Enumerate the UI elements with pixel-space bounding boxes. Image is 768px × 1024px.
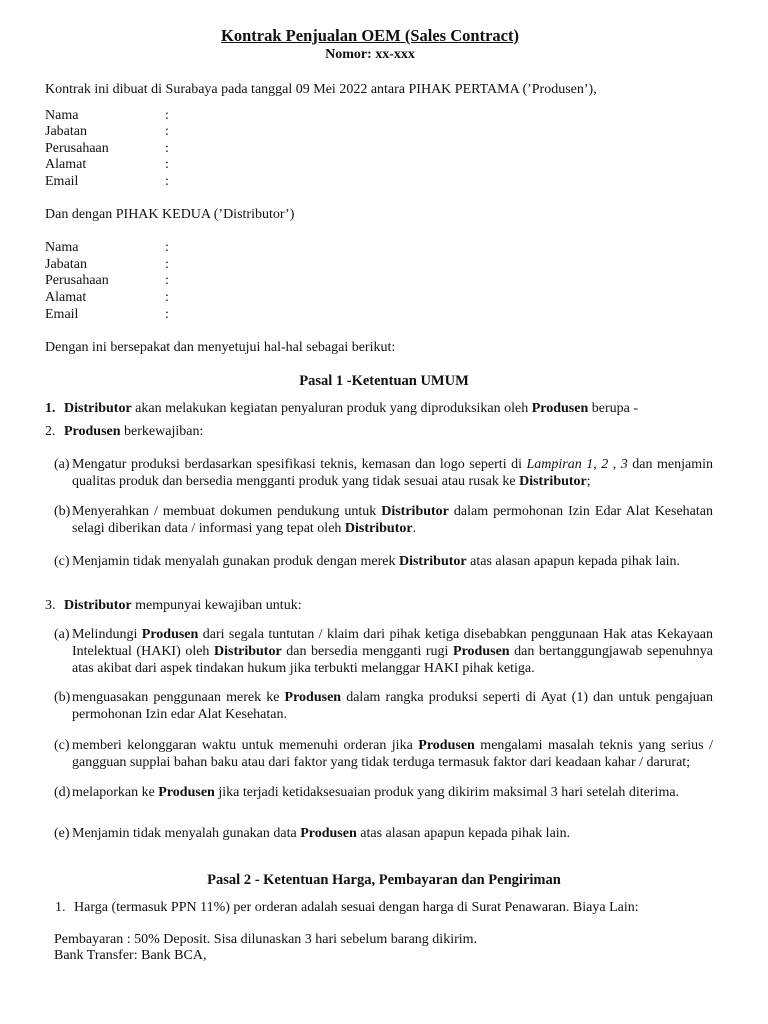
term-produsen: Produsen (418, 738, 475, 753)
pasal1-item-3 (64, 597, 302, 614)
pasal1-item-number: 1. (45, 401, 56, 416)
item-text: atas alasan apapun kepada pihak lain. (466, 554, 681, 569)
field-label-jabatan: Jabatan (45, 257, 87, 272)
pasal1-3c (72, 737, 713, 771)
field-label-alamat: Alamat (45, 290, 87, 305)
item-text: melaporkan ke (72, 785, 159, 800)
item-text: berupa - (588, 401, 639, 416)
item-text: dalam rangka produksi seperti di Ayat (1) dan untuk pengajuan permohonan Izin edar Alat Kesehatan. (72, 690, 713, 722)
term-distributor: Distributor (398, 554, 467, 569)
field-colon: : (165, 108, 169, 123)
item-text: Mengatur produksi berdasarkan spesifikasi teknis, kemasan dan logo seperti di (72, 457, 527, 472)
item-text: dan bertanggungjawab sepenuhnya atas akibat dari aspek tindakan hukum jika terbukti melanggar HAKI pihak ketiga. (72, 644, 713, 676)
subitem-label: (b) (54, 690, 71, 705)
subitem-label: (d) (54, 785, 71, 800)
pasal1-item-number: 3. (45, 598, 56, 613)
field-colon: : (165, 290, 169, 305)
item-text: Menjamin tidak menyalah gunakan data (72, 826, 301, 841)
bank-transfer: Bank Transfer: Bank BCA, (54, 948, 207, 963)
item-text: Menjamin tidak menyalah gunakan produk dengan merek (72, 554, 399, 569)
term-distributor: Distributor (64, 598, 132, 613)
payment-terms: Pembayaran : 50% Deposit. Sisa dilunaskan 3 hari sebelum barang dikirim. (54, 932, 478, 947)
pasal1-2a (72, 456, 713, 490)
field-colon: : (165, 174, 169, 189)
pasal1-3d (72, 784, 679, 801)
second-party-paragraph: Dan dengan PIHAK KEDUA (’Distributor’) (45, 207, 295, 222)
item-text: jika terjadi ketidaksesuaian produk yang dikirim maksimal 3 hari setelah diterima. (214, 785, 680, 800)
pasal1-3a (72, 626, 713, 677)
term-produsen: Produsen (453, 644, 510, 659)
term-produsen: Produsen (64, 424, 121, 439)
field-label-email: Email (45, 174, 79, 189)
pasal2-item-1: Harga (termasuk PPN 11%) per orderan adalah sesuai dengan harga di Surat Penawaran. Biaya Lain: (74, 900, 639, 915)
item-text: menguasakan penggunaan merek ke (72, 690, 285, 705)
term-distributor: Distributor (519, 474, 587, 489)
field-colon: : (165, 157, 169, 172)
subitem-label: (c) (54, 554, 70, 569)
item-text: dalam permohonan Izin Edar Alat Kesehatan selagi diberikan data / informasi yang tepat oleh (72, 504, 713, 536)
pasal1-2b (72, 503, 713, 537)
item-text: mempunyai kewajiban untuk: (131, 598, 302, 613)
item-text: ; (586, 474, 591, 489)
field-label-alamat: Alamat (45, 157, 87, 172)
term-produsen: Produsen (531, 401, 589, 416)
field-colon: : (165, 141, 169, 156)
item-text: dari segala tuntutan / klaim dari pihak ketiga disebabkan penggunaan Hak atas Kekayaan Intelektual (HAKI) oleh (72, 627, 713, 659)
term-produsen: Produsen (284, 690, 342, 705)
intro-paragraph: Kontrak ini dibuat di Surabaya pada tanggal 09 Mei 2022 antara PIHAK PERTAMA (’Produsen’), (45, 82, 597, 97)
agreement-paragraph: Dengan ini bersepakat dan menyetujui hal-hal sebagai berikut: (45, 340, 396, 355)
field-label-email: Email (45, 307, 79, 322)
item-text: dan bersedia mengganti rugi (281, 644, 454, 659)
subitem-label: (e) (54, 826, 70, 841)
item-text: mengalami masalah teknis yang serius / gangguan supplai bahan baku atau dari faktor yang tidak terduga termasuk faktor dari keadaan kahar / darurat; (72, 738, 713, 770)
term-produsen: Produsen (158, 785, 215, 800)
field-colon: : (165, 307, 169, 322)
term-distributor: Distributor (214, 644, 282, 659)
item-text: Melindungi (72, 627, 142, 642)
subitem-label: (a) (54, 627, 70, 642)
item-text: atas alasan apapun kepada pihak lain. (356, 826, 571, 841)
pasal1-2c (72, 553, 680, 570)
item-text: akan melakukan kegiatan penyaluran produk yang diproduksikan oleh (131, 401, 532, 416)
field-label-nama: Nama (45, 108, 79, 123)
pasal1-3e (72, 825, 570, 842)
field-label-perusahaan: Perusahaan (45, 273, 109, 288)
pasal1-3b (72, 689, 713, 723)
document-title: Kontrak Penjualan OEM (Sales Contract) (221, 26, 519, 45)
field-colon: : (165, 124, 169, 139)
field-colon: : (165, 240, 169, 255)
field-label-nama: Nama (45, 240, 79, 255)
item-text: berkewajiban: (120, 424, 204, 439)
item-text: Menyerahkan / membuat dokumen pendukung untuk (72, 504, 382, 519)
term-distributor: Distributor (381, 504, 449, 519)
field-label-perusahaan: Perusahaan (45, 141, 109, 156)
pasal2-item-number: 1. (55, 900, 66, 915)
pasal-2-heading: Pasal 2 - Ketentuan Harga, Pembayaran dan Pengiriman (207, 872, 561, 888)
term-distributor: Distributor (344, 521, 413, 536)
subitem-label: (a) (54, 457, 70, 472)
term-distributor: Distributor (64, 401, 132, 416)
pasal-1-heading: Pasal 1 -Ketentuan UMUM (299, 373, 469, 389)
contract-number: Nomor: xx-xxx (325, 47, 415, 62)
subitem-label: (c) (54, 738, 70, 753)
field-label-jabatan: Jabatan (45, 124, 87, 139)
pasal1-item-number: 2. (45, 424, 56, 439)
field-colon: : (165, 257, 169, 272)
item-text: memberi kelonggaran waktu untuk memenuhi orderan jika (72, 738, 419, 753)
item-text: . (412, 521, 417, 536)
lampiran-reference: Lampiran 1, 2 , 3 (526, 457, 628, 472)
pasal1-item-1 (64, 400, 638, 417)
pasal1-item-2 (64, 423, 203, 440)
subitem-label: (b) (54, 504, 71, 519)
term-produsen: Produsen (300, 826, 357, 841)
item-text: dan menjamin qualitas produk dan bersedia mengganti produk yang tidak sesuai atau rusak ke (72, 457, 714, 489)
field-colon: : (165, 273, 169, 288)
term-produsen: Produsen (141, 627, 199, 642)
